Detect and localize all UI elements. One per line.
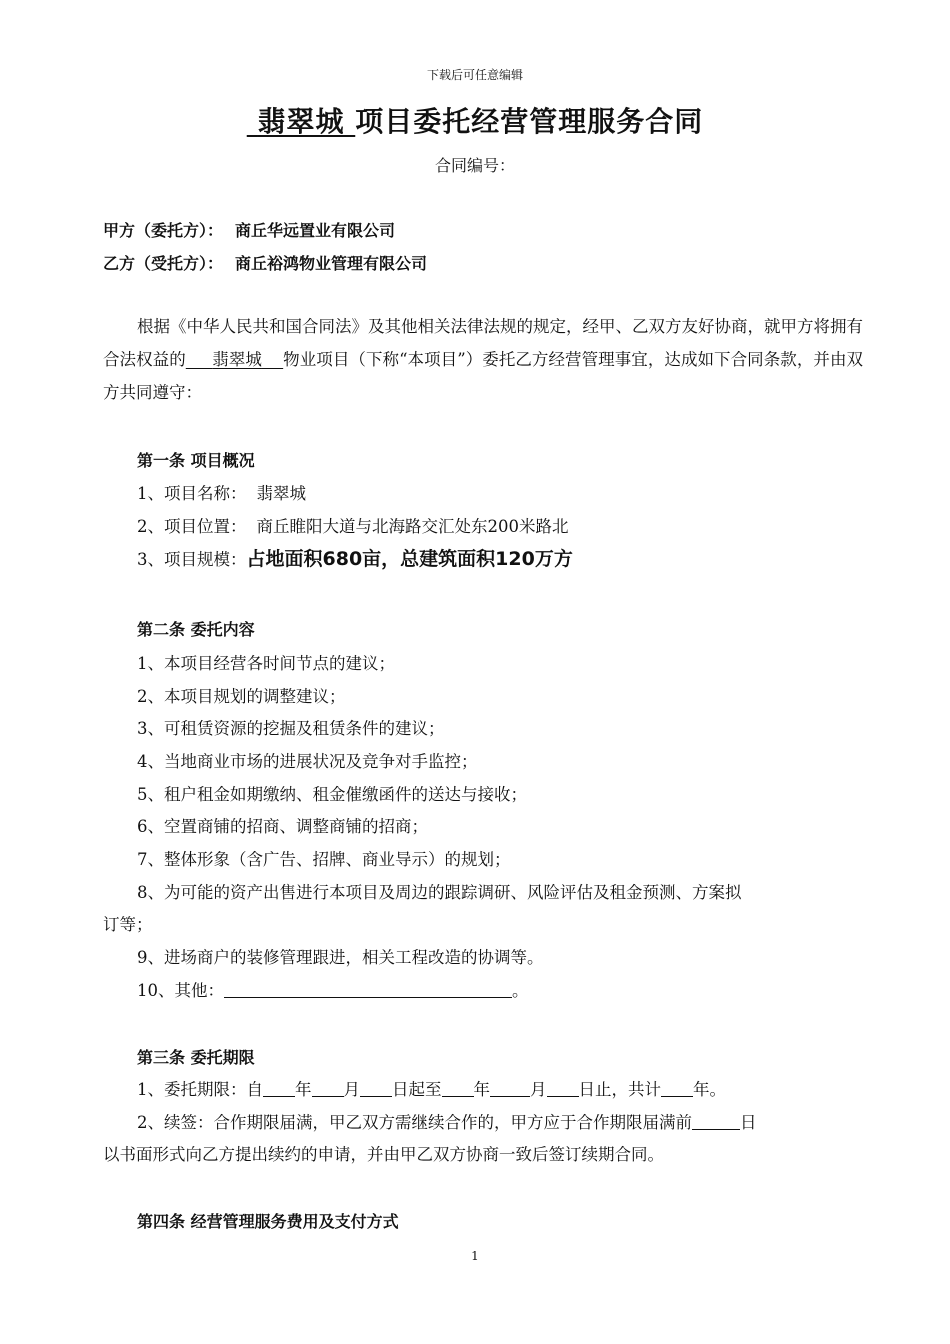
party-b-value: 商丘裕鸿物业管理有限公司 — [235, 254, 428, 273]
party-b-label: 乙方（受托方）： — [103, 254, 224, 273]
list-item-continuation: 订等； — [103, 915, 153, 934]
intro-part1: 根据《中华人民共和国合同法》及其他相关法律法规的规定，经甲、乙双方友好协商，就甲方将拥有合法权益的 — [103, 317, 863, 369]
list-item: 7、整体形象（含广告、招牌、商业导示）的规划； — [137, 850, 511, 869]
article1-project-name: 1、项目名称： 翡翠城 — [137, 484, 306, 503]
list-item: 4、当地商业市场的进展状况及竞争对手监控； — [137, 752, 478, 771]
list-item: 1、本项目经营各时间节点的建议； — [137, 654, 395, 673]
party-b — [103, 251, 427, 274]
list-item: 3、可租赁资源的挖掘及租赁条件的建议； — [137, 719, 445, 738]
term-clause: 1、委托期限：自 年 月 日起至 年 月 日止，共计 年。 — [137, 1080, 726, 1099]
article3-title: 第三条 委托期限 — [137, 1048, 255, 1067]
renewal-clause-line1: 2、续签：合作期限届满，甲乙双方需继续合作的，甲方应于合作期限届满前 日 — [137, 1113, 757, 1132]
article1-project-location: 2、项目位置： 商丘睢阳大道与北海路交汇处东200米路北 — [137, 517, 569, 536]
renewal-clause-line2: 以书面形式向乙方提出续约的申请，并由甲乙双方协商一致后签订续期合同。 — [103, 1145, 664, 1164]
document-title — [0, 100, 950, 140]
other-blank-line — [224, 981, 512, 998]
contract-number-label: 合同编号： — [434, 156, 515, 175]
title-main: 项目委托经营管理服务合同 — [355, 105, 704, 138]
intro-project-name: 翡翠城 — [212, 350, 262, 369]
page-number: 1 — [471, 1249, 479, 1263]
party-a-value: 商丘华远置业有限公司 — [235, 221, 396, 240]
list-item-other: 10、其他： 。 — [137, 981, 529, 1000]
list-item: 9、进场商户的装修管理跟进，相关工程改造的协调等。 — [137, 948, 544, 967]
header-note: 下载后可任意编辑 — [426, 68, 523, 82]
party-a — [103, 218, 395, 241]
intro-paragraph — [103, 310, 863, 409]
list-item: 8、为可能的资产出售进行本项目及周边的跟踪调研、风险评估及租金预测、方案拟 — [137, 883, 742, 902]
title-project-name: 翡翠城 — [257, 105, 345, 138]
intro-part2: 物业项目（下称“本项目”）委托乙方经营管理事宜，达成如下合同条款，并由双方共同遵守： — [103, 350, 863, 402]
list-item: 5、租户租金如期缴纳、租金催缴函件的送达与接收； — [137, 785, 527, 804]
article2-title: 第二条 委托内容 — [137, 620, 255, 639]
party-a-label: 甲方（委托方）： — [103, 221, 224, 240]
list-item: 6、空置商铺的招商、调整商铺的招商； — [137, 817, 428, 836]
list-item: 2、本项目规划的调整建议； — [137, 687, 346, 706]
article1-title: 第一条 项目概况 — [137, 451, 255, 470]
article1-project-scale: 3、项目规模：占地面积680亩，总建筑面积120万方 — [137, 548, 573, 570]
project-scale-value: 占地面积680亩，总建筑面积120万方 — [246, 548, 573, 570]
article4-title: 第四条 经营管理服务费用及支付方式 — [137, 1212, 399, 1231]
